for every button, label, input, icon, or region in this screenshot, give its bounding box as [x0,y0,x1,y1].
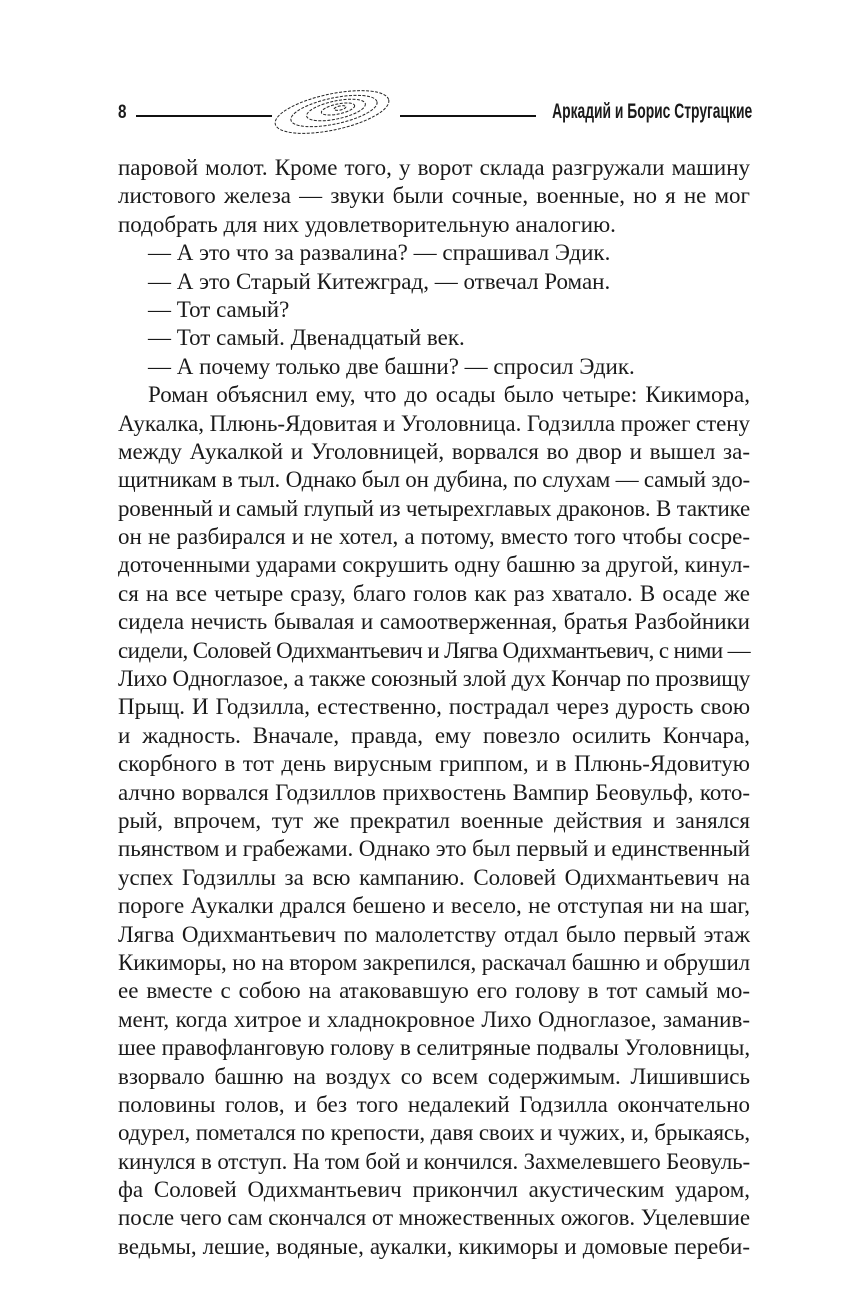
page-number: 8 [118,102,127,123]
text-line: сидели, Соловей Одихмантьевич и Лягва Одихмантьевич, с ними — [118,637,750,663]
text-line: кинулся в отступ. На том бой и кончился. Захмелевшего Беовуль- [118,1148,750,1174]
text-line: Прыщ. И Годзилла, естественно, пострадал через дурость свою [118,694,750,720]
spiral-ornament-icon [268,90,396,136]
running-header [116,96,752,136]
text-line: — А это что за развалина? — спрашивал Эдик. [148,240,611,266]
text-line: — А это Старый Китежград, — отвечал Роман. [148,268,611,294]
header-rule-left [136,115,272,117]
text-line: щитникам в тыл. Однако был он дубина, по слухам — самый здо- [118,467,750,493]
text-line: рый, впрочем, тут же прекратил военные действия и занялся [118,807,750,833]
text-line: мент, когда хитрое и хладнокровное Лихо Одноглазое, заманив- [118,1006,750,1032]
text-line: одурел, пометался по крепости, давя своих и чужих, и, брыкаясь, [118,1120,750,1146]
text-line: скорбного в тот день вирусным гриппом, и в Плюнь-Ядовитую [118,751,750,777]
text-line: Лихо Одноглазое, а также союзный злой дух Кончар по прозвищу [118,666,750,692]
text-line: ся на все четыре сразу, благо голов как раз хватало. В осаде же [118,580,750,606]
text-line: алчно ворвался Годзиллов прихвостень Вампир Беовульф, кото- [118,779,750,805]
text-line: Аукалка, Плюнь-Ядовитая и Уголовница. Годзилла прожег стену [118,410,750,436]
text-line: он не разбирался и не хотел, а потому, вместо того чтобы сосре- [118,524,750,550]
text-line: пьянством и грабежами. Однако это был первый и единственный [118,836,750,862]
text-line: успех Годзиллы за всю кампанию. Соловей Одихмантьевич на [118,864,750,890]
text-line: фа Соловей Одихмантьевич прикончил акустическим ударом, [118,1177,750,1203]
text-line: ровенный и самый глупый из четырехглавых драконов. В тактике [118,495,750,521]
page-body-text [118,154,750,1261]
text-line: — Тот самый. Двенадцатый век. [148,325,465,351]
text-line: ее вместе с собою на атаковавшую его голову в тот самый мо- [118,978,750,1004]
text-line: ведьмы, лешие, водяные, аукалки, кикиморы и домовые переби- [118,1233,750,1259]
text-line: подобрать для них удовлетворительную аналогию. [118,211,616,237]
text-line: доточенными ударами сокрушить одну башню за другой, кинул- [118,552,750,578]
header-rule-right [400,115,536,117]
running-title: Аркадий и Борис Стругацкие [551,100,752,123]
text-line: листового железа — звуки были сочные, военные, но я не мог [118,183,750,209]
text-line: пороге Аукалки дрался бешено и весело, не отступая ни на шаг, [118,893,750,919]
text-line: взорвало башню на воздух со всем содержимым. Лишившись [118,1063,750,1089]
text-line: половины голов, и без того недалекий Годзилла окончательно [118,1091,750,1117]
text-line: после чего сам скончался от множественных ожогов. Уцелевшие [118,1205,750,1231]
text-line: между Аукалкой и Уголовницей, ворвался во двор и вышел за- [118,438,750,464]
text-line: — Тот самый? [148,296,290,322]
text-line: шее правофланговую голову в селитряные подвалы Уголовницы, [118,1035,750,1061]
text-line: — А почему только две башни? — спросил Эдик. [148,353,635,379]
text-line: Роман объяснил ему, что до осады было четыре: Кикимора, [148,382,750,408]
text-line: паровой молот. Кроме того, у ворот склада разгружали машину [118,155,750,180]
text-line: сидела нечисть бывалая и самоотверженная, братья Разбойники [118,609,750,635]
text-line: Лягва Одихмантьевич по малолетству отдал было первый этаж [118,921,750,947]
text-line: и жадность. Вначале, правда, ему повезло осилить Кончара, [118,722,750,748]
text-line: Кикиморы, но на втором закрепился, раскачал башню и обрушил [118,949,750,975]
